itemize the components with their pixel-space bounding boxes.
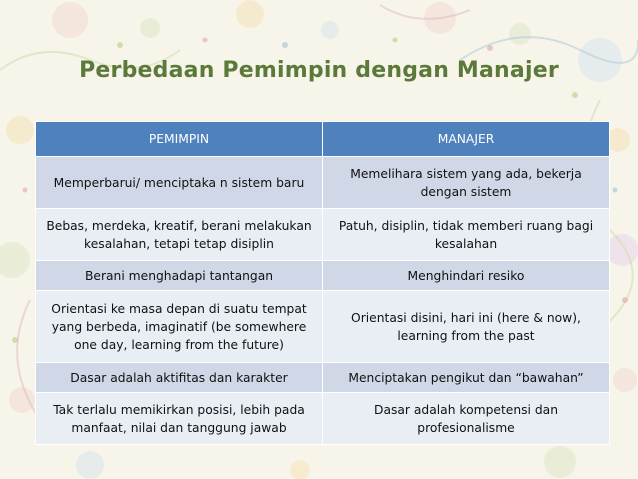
slide-title: Perbedaan Pemimpin dengan Manajer (79, 58, 559, 83)
manajer-cell: Orientasi disini, hari ini (here & now), learning from the past (323, 291, 610, 363)
pemimpin-cell: Dasar adalah aktifitas dan karakter (36, 363, 323, 393)
table-row (36, 393, 610, 445)
pemimpin-cell: Memperbarui/ menciptaka n sistem baru (36, 157, 323, 209)
manajer-cell: Patuh, disiplin, tidak memberi ruang bagi kesalahan (323, 209, 610, 261)
header-pemimpin: PEMIMPIN (36, 122, 323, 157)
pemimpin-cell: Bebas, merdeka, kreatif, berani melakukan kesalahan, tetapi tetap disiplin (36, 209, 323, 261)
table-row (36, 363, 610, 393)
table-header-row (36, 122, 610, 157)
manajer-cell: Dasar adalah kompetensi dan profesionalisme (323, 393, 610, 445)
table-row (36, 157, 610, 209)
table-row (36, 291, 610, 363)
table-row (36, 261, 610, 291)
header-manajer: MANAJER (323, 122, 610, 157)
comparison-table (35, 121, 610, 445)
pemimpin-cell: Tak terlalu memikirkan posisi, lebih pada manfaat, nilai dan tanggung jawab (36, 393, 323, 445)
pemimpin-cell: Berani menghadapi tantangan (36, 261, 323, 291)
table-row (36, 209, 610, 261)
pemimpin-cell: Orientasi ke masa depan di suatu tempat yang berbeda, imaginatif (be somewhere one day, learning from the future) (36, 291, 323, 363)
manajer-cell: Menciptakan pengikut dan “bawahan” (323, 363, 610, 393)
manajer-cell: Memelihara sistem yang ada, bekerja dengan sistem (323, 157, 610, 209)
manajer-cell: Menghindari resiko (323, 261, 610, 291)
